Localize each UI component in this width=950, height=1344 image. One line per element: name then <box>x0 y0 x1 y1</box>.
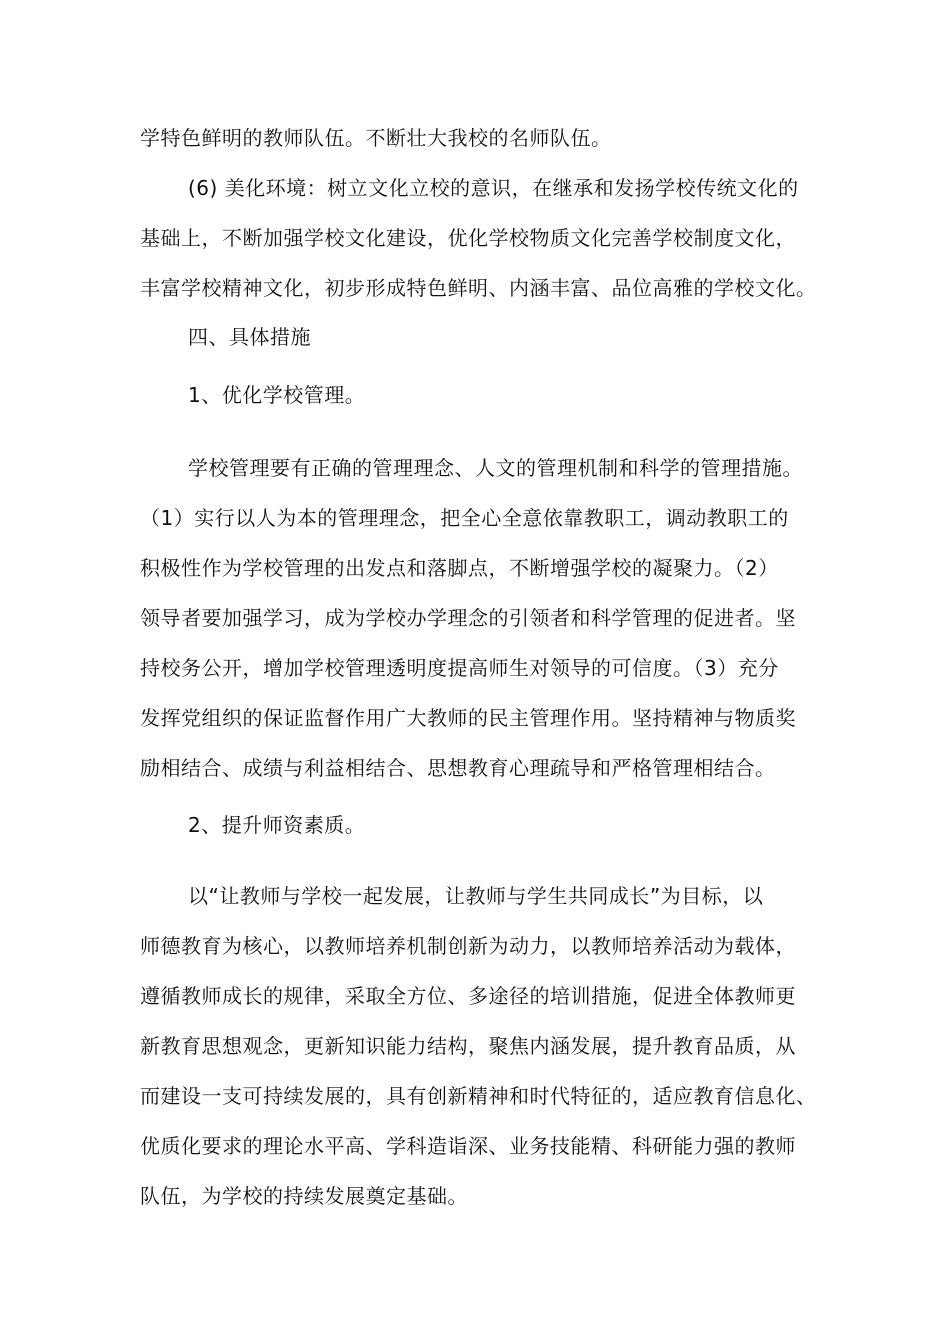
text-line: 师德教育为核心，以教师培养机制创新为动力，以教师培养活动为载体， <box>140 934 796 958</box>
text-line: 而建设一支可持续发展的，具有创新精神和时代特征的，适应教育信息化、 <box>140 1084 817 1108</box>
section-heading: 四、具体措施 <box>188 325 311 349</box>
text-line: 优质化要求的理论水平高、学科造诣深、业务技能精、科研能力强的教师 <box>140 1134 796 1158</box>
text-line: 持校务公开，增加学校管理透明度提高师生对领导的可信度。（3）充分 <box>140 656 779 680</box>
text-line: (6) 美化环境：树立文化立校的意识，在继承和发扬学校传统文化的 <box>188 176 799 200</box>
text-line: 以“让教师与学校一起发展，让教师与学生共同成长”为目标，以 <box>188 884 764 908</box>
text-line: 学校管理要有正确的管理理念、人文的管理机制和科学的管理措施。 <box>188 456 803 480</box>
text-line: 遵循教师成长的规律，采取全方位、多途径的培训措施，促进全体教师更 <box>140 984 796 1008</box>
subsection-heading: 2、提升师资素质。 <box>188 813 366 837</box>
text-line: 新教育思想观念，更新知识能力结构，聚焦内涵发展，提升教育品质，从 <box>140 1034 796 1058</box>
subsection-heading: 1、优化学校管理。 <box>188 383 366 407</box>
text-line: 学特色鲜明的教师队伍。不断壮大我校的名师队伍。 <box>140 126 612 150</box>
text-line: （1）实行以人为本的管理理念，把全心全意依靠教职工，调动教职工的 <box>140 506 789 530</box>
text-line: 励相结合、成绩与利益相结合、思想教育心理疏导和严格管理相结合。 <box>140 756 776 780</box>
text-line: 积极性作为学校管理的出发点和落脚点，不断增强学校的凝聚力。（2） <box>140 556 779 580</box>
text-line: 基础上，不断加强学校文化建设，优化学校物质文化完善学校制度文化， <box>140 226 796 250</box>
text-line: 发挥党组织的保证监督作用广大教师的民主管理作用。坚持精神与物质奖 <box>140 706 796 730</box>
text-line: 丰富学校精神文化，初步形成特色鲜明、内涵丰富、品位高雅的学校文化。 <box>140 276 817 300</box>
text-line: 领导者要加强学习，成为学校办学理念的引领者和科学管理的促进者。坚 <box>140 606 796 630</box>
text-line: 队伍，为学校的持续发展奠定基础。 <box>140 1184 468 1208</box>
